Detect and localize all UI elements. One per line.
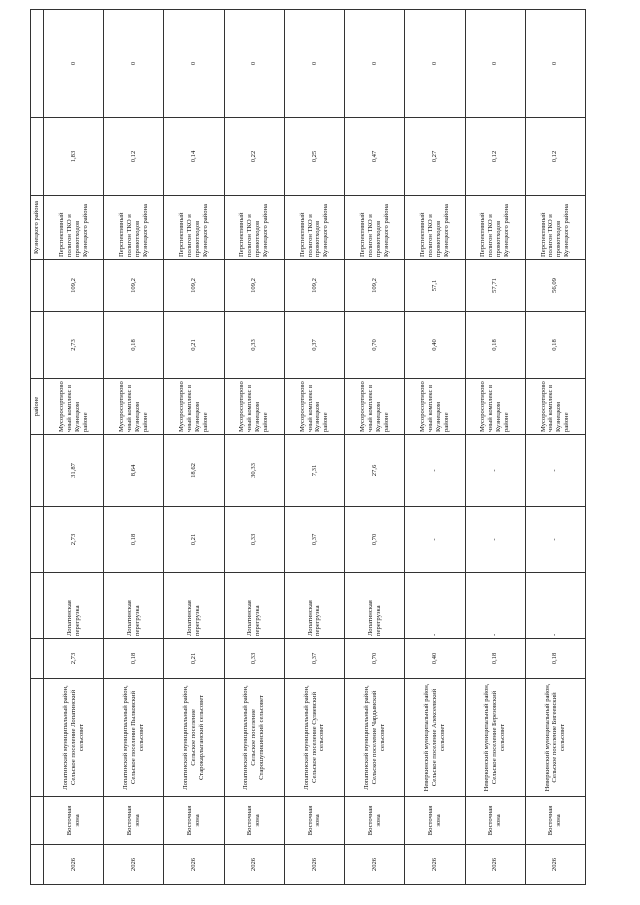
residual-cell: 0 — [104, 10, 164, 118]
year-cell: 2026 — [224, 845, 284, 885]
landfill-volume-cell: 0,25 — [284, 118, 344, 196]
year-cell: 2026 — [164, 845, 224, 885]
volume-cell: 0,40 — [405, 639, 465, 679]
municipality-cell: Лопатинский муниципальный район, Сельское поселение Старошупикинский сельсовет — [224, 679, 284, 797]
transfer-capacity-cell: - — [465, 435, 525, 507]
municipality-cell: Неверкинский муниципальный район, Сельское поселение Березовский сельсовет — [465, 679, 525, 797]
transfer-capacity-cell: - — [405, 435, 465, 507]
table-row — [284, 10, 344, 885]
header-cell — [31, 573, 44, 639]
sorting-volume-cell: 0,18 — [104, 312, 164, 379]
sorting-facility-cell: Мусоросортировочный комплекс в Кузнецком районе — [284, 379, 344, 435]
municipality-cell: Неверкинский муниципальный район, Сельское поселение Бигеевский сельсовет — [525, 679, 585, 797]
municipality-cell: Лопатинский муниципальный район, Сельское поселение Чардымский сельсовет — [345, 679, 405, 797]
sorting-facility-cell: Мусоросортировочный комплекс в Кузнецком районе — [525, 379, 585, 435]
sorting-volume-cell: 0,37 — [284, 312, 344, 379]
header-cell — [31, 507, 44, 573]
landfill-cell: Перспективный полигон ТКО и промотходов Кузнецкого района — [224, 196, 284, 260]
sorting-capacity-cell: 109,2 — [104, 260, 164, 312]
transfer-volume-cell: 0,33 — [224, 507, 284, 573]
transfer-station-cell: - — [465, 573, 525, 639]
table-row — [345, 10, 405, 885]
landfill-volume-cell: 0,12 — [465, 118, 525, 196]
header-cell — [31, 312, 44, 379]
transfer-volume-cell: - — [405, 507, 465, 573]
volume-cell: 0,33 — [224, 639, 284, 679]
header-destination-fragment: Кузнецкого района — [31, 196, 44, 260]
zone-cell: Восточная зона — [104, 797, 164, 845]
header-cell — [31, 10, 44, 118]
transfer-volume-cell: 0,18 — [104, 507, 164, 573]
zone-cell: Восточная зона — [405, 797, 465, 845]
residual-cell: 0 — [525, 10, 585, 118]
year-cell: 2026 — [465, 845, 525, 885]
municipality-cell: Неверкинский муниципальный район, Сельское поселение Алексеевский сельсовет — [405, 679, 465, 797]
sorting-volume-cell: 0,70 — [345, 312, 405, 379]
sorting-volume-cell: 0,21 — [164, 312, 224, 379]
landfill-volume-cell: 0,27 — [405, 118, 465, 196]
transfer-capacity-cell: 8,64 — [104, 435, 164, 507]
table-row — [104, 10, 164, 885]
year-cell: 2026 — [44, 845, 104, 885]
transfer-volume-cell: - — [465, 507, 525, 573]
year-cell: 2026 — [405, 845, 465, 885]
header-cell — [31, 639, 44, 679]
volume-cell: 0,18 — [104, 639, 164, 679]
residual-cell: 0 — [44, 10, 104, 118]
header-cell — [31, 260, 44, 312]
volume-cell: 0,18 — [465, 639, 525, 679]
year-cell: 2026 — [345, 845, 405, 885]
landfill-volume-cell: 0,12 — [104, 118, 164, 196]
landfill-cell: Перспективный полигон ТКО и промотходов Кузнецкого района — [104, 196, 164, 260]
sorting-facility-cell: Мусоросортировочный комплекс в Кузнецком районе — [104, 379, 164, 435]
sorting-facility-cell: Мусоросортировочный комплекс в Кузнецком районе — [345, 379, 405, 435]
transfer-volume-cell: 0,37 — [284, 507, 344, 573]
landfill-cell: Перспективный полигон ТКО и промотходов Кузнецкого района — [465, 196, 525, 260]
sorting-facility-cell: Мусоросортировочный комплекс в Кузнецком районе — [465, 379, 525, 435]
year-cell: 2026 — [284, 845, 344, 885]
zone-cell: Восточная зона — [284, 797, 344, 845]
sorting-facility-cell: Мусоросортировочный комплекс в Кузнецком районе — [405, 379, 465, 435]
transfer-station-cell: Лопатинская перегрузка — [104, 573, 164, 639]
header-cell — [31, 679, 44, 797]
volume-cell: 0,18 — [525, 639, 585, 679]
landfill-cell: Перспективный полигон ТКО и промотходов Кузнецкого района — [345, 196, 405, 260]
sorting-facility-cell: Мусоросортировочный комплекс в Кузнецком районе — [224, 379, 284, 435]
landfill-volume-cell: 1,83 — [44, 118, 104, 196]
zone-cell: Восточная зона — [164, 797, 224, 845]
transfer-station-cell: Лопатинская перегрузка — [284, 573, 344, 639]
waste-flow-table — [30, 9, 586, 885]
landfill-volume-cell: 0,14 — [164, 118, 224, 196]
residual-cell: 0 — [465, 10, 525, 118]
table-row — [164, 10, 224, 885]
transfer-capacity-cell: 30,33 — [224, 435, 284, 507]
transfer-capacity-cell: 18,62 — [164, 435, 224, 507]
header-fragment-row — [31, 10, 44, 885]
sorting-capacity-cell: 57,1 — [405, 260, 465, 312]
residual-cell: 0 — [284, 10, 344, 118]
sorting-capacity-cell: 56,09 — [525, 260, 585, 312]
transfer-station-cell: Лопатинская перегрузка — [345, 573, 405, 639]
zone-cell: Восточная зона — [224, 797, 284, 845]
header-cell — [31, 118, 44, 196]
residual-cell: 0 — [345, 10, 405, 118]
sorting-capacity-cell: 109,2 — [284, 260, 344, 312]
table-row — [405, 10, 465, 885]
transfer-capacity-cell: 7,31 — [284, 435, 344, 507]
municipality-cell: Лопатинский муниципальный район, Сельское поселение Пылковский сельсовет — [104, 679, 164, 797]
sorting-facility-cell: Мусоросортировочный комплекс в Кузнецком районе — [44, 379, 104, 435]
header-facility-fragment: районе — [31, 379, 44, 435]
zone-cell: Восточная зона — [345, 797, 405, 845]
zone-cell: Восточная зона — [44, 797, 104, 845]
transfer-station-cell: - — [525, 573, 585, 639]
landfill-cell: Перспективный полигон ТКО и промотходов Кузнецкого района — [525, 196, 585, 260]
sorting-capacity-cell: 109,2 — [44, 260, 104, 312]
transfer-station-cell: - — [405, 573, 465, 639]
residual-cell: 0 — [164, 10, 224, 118]
header-cell — [31, 845, 44, 885]
landfill-cell: Перспективный полигон ТКО и промотходов Кузнецкого района — [405, 196, 465, 260]
sorting-capacity-cell: 109,2 — [164, 260, 224, 312]
sorting-volume-cell: 0,40 — [405, 312, 465, 379]
sorting-volume-cell: 0,18 — [525, 312, 585, 379]
municipality-cell: Лопатинский муниципальный район, Сельское поселение Суляевский сельсовет — [284, 679, 344, 797]
residual-cell: 0 — [224, 10, 284, 118]
volume-cell: 0,21 — [164, 639, 224, 679]
transfer-capacity-cell: 31,87 — [44, 435, 104, 507]
volume-cell: 0,37 — [284, 639, 344, 679]
landfill-volume-cell: 0,12 — [525, 118, 585, 196]
sorting-capacity-cell: 109,2 — [224, 260, 284, 312]
sorting-volume-cell: 2,73 — [44, 312, 104, 379]
transfer-station-cell: Лопатинская перегрузка — [224, 573, 284, 639]
landfill-cell: Перспективный полигон ТКО и промотходов Кузнецкого района — [44, 196, 104, 260]
landfill-cell: Перспективный полигон ТКО и промотходов Кузнецкого района — [164, 196, 224, 260]
transfer-station-cell: Лопатинская перегрузка — [164, 573, 224, 639]
rotated-page — [30, 20, 586, 885]
transfer-capacity-cell: - — [525, 435, 585, 507]
transfer-capacity-cell: 27,6 — [345, 435, 405, 507]
sorting-capacity-cell: 57,71 — [465, 260, 525, 312]
table-row — [525, 10, 585, 885]
table-row — [224, 10, 284, 885]
transfer-volume-cell: 0,21 — [164, 507, 224, 573]
municipality-cell: Лопатинский муниципальный район, Сельское поселение Лопатинский сельсовет — [44, 679, 104, 797]
zone-cell: Восточная зона — [525, 797, 585, 845]
landfill-volume-cell: 0,47 — [345, 118, 405, 196]
landfill-volume-cell: 0,22 — [224, 118, 284, 196]
transfer-volume-cell: 2,73 — [44, 507, 104, 573]
year-cell: 2026 — [104, 845, 164, 885]
sorting-volume-cell: 0,33 — [224, 312, 284, 379]
header-cell — [31, 435, 44, 507]
sorting-capacity-cell: 109,2 — [345, 260, 405, 312]
volume-cell: 0,70 — [345, 639, 405, 679]
sorting-facility-cell: Мусоросортировочный комплекс в Кузнецком районе — [164, 379, 224, 435]
residual-cell: 0 — [405, 10, 465, 118]
transfer-volume-cell: 0,70 — [345, 507, 405, 573]
table-row — [44, 10, 104, 885]
sorting-volume-cell: 0,18 — [465, 312, 525, 379]
volume-cell: 2,73 — [44, 639, 104, 679]
municipality-cell: Лопатинский муниципальный район, Сельское поселение Старокарлыганский сельсовет — [164, 679, 224, 797]
header-cell — [31, 797, 44, 845]
table-row — [465, 10, 525, 885]
transfer-volume-cell: - — [525, 507, 585, 573]
transfer-station-cell: Лопатинская перегрузка — [44, 573, 104, 639]
year-cell: 2026 — [525, 845, 585, 885]
zone-cell: Восточная зона — [465, 797, 525, 845]
landfill-cell: Перспективный полигон ТКО и промотходов Кузнецкого района — [284, 196, 344, 260]
